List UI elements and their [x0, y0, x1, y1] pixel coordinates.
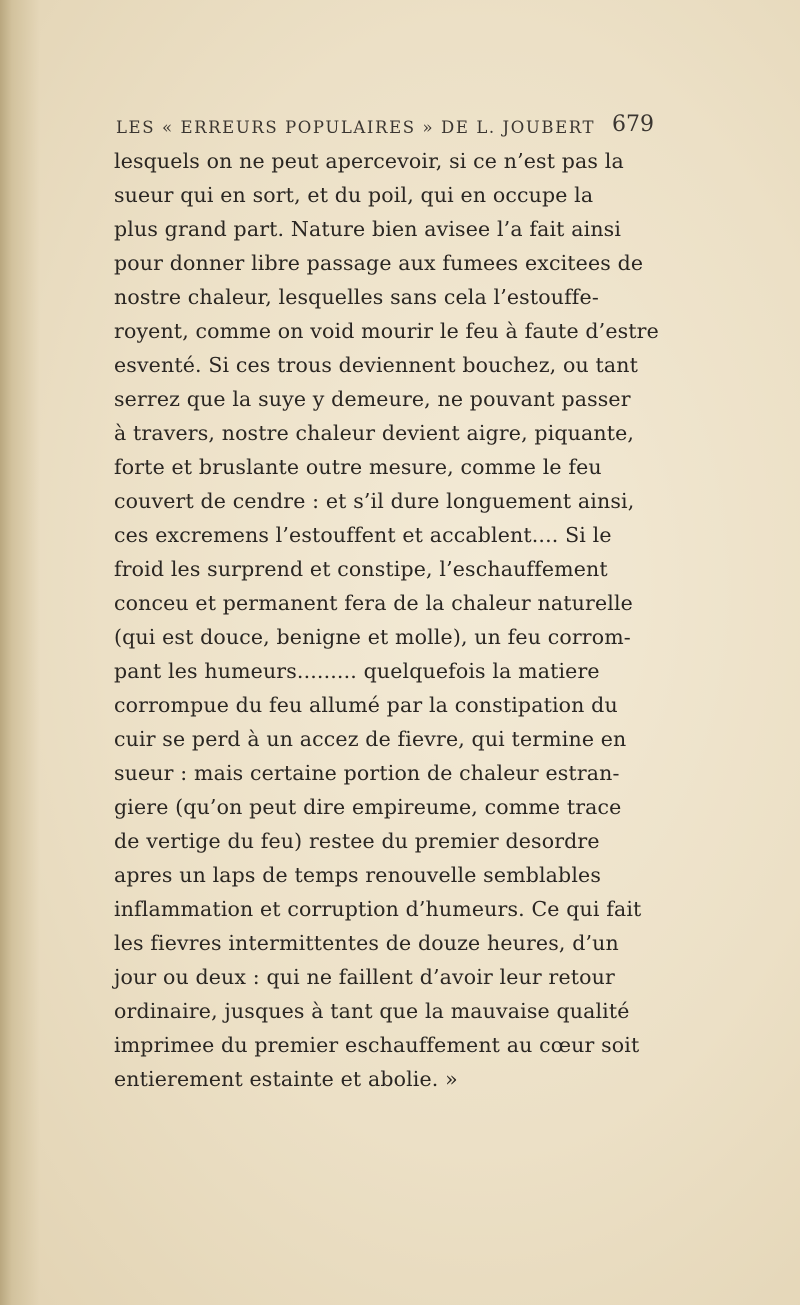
text-line: sueur : mais certaine portion de chaleur estran- [114, 761, 620, 785]
text-line: de vertige du feu) restee du premier desordre [114, 829, 600, 853]
text-line: inflammation et corruption d’humeurs. Ce qui fait [114, 897, 642, 921]
text-line: conceu et permanent fera de la chaleur naturelle [114, 591, 633, 615]
binding-gutter-shadow [0, 0, 40, 1305]
text-line: forte et bruslante outre mesure, comme le feu [114, 455, 602, 479]
text-line: corrompue du feu allumé par la constipation du [114, 693, 618, 717]
text-line: serrez que la suye y demeure, ne pouvant passer [114, 387, 631, 411]
text-line: esventé. Si ces trous deviennent bouchez, ou tant [114, 353, 639, 377]
text-line: ordinaire, jusques à tant que la mauvaise qualité [114, 999, 630, 1023]
page-number: 679 [612, 112, 654, 137]
text-line: ces excremens l’estouffent et accablent.... Si le [114, 523, 612, 547]
text-line: (qui est douce, benigne et molle), un feu corrom- [114, 625, 631, 649]
text-line: pour donner libre passage aux fumees excitees de [114, 251, 644, 275]
body-text [114, 144, 774, 1096]
text-line: lesquels on ne peut apercevoir, si ce n’est pas la [114, 149, 624, 173]
text-line: les fievres intermittentes de douze heures, d’un [114, 931, 619, 955]
text-line: à travers, nostre chaleur devient aigre, piquante, [114, 421, 635, 445]
text-line: cuir se perd à un accez de fievre, qui termine en [114, 727, 627, 751]
text-line: entierement estainte et abolie. » [114, 1067, 458, 1091]
text-line: imprimee du premier eschauffement au cœur soit [114, 1033, 640, 1057]
text-line: royent, comme on void mourir le feu à faute d’estre [114, 319, 659, 343]
text-line: sueur qui en sort, et du poil, qui en occupe la [114, 183, 594, 207]
text-line: plus grand part. Nature bien avisee l’a fait ainsi [114, 217, 622, 241]
text-line: jour ou deux : qui ne faillent d’avoir leur retour [114, 965, 615, 989]
text-line: froid les surprend et constipe, l’eschauffement [114, 557, 608, 581]
text-line: giere (qu’on peut dire empireume, comme trace [114, 795, 622, 819]
text-line: nostre chaleur, lesquelles sans cela l’estouffe- [114, 285, 599, 309]
text-line: pant les humeurs......... quelquefois la matiere [114, 659, 600, 683]
text-line: couvert de cendre : et s’il dure longuement ainsi, [114, 489, 635, 513]
text-line: apres un laps de temps renouvelle semblables [114, 863, 601, 887]
running-head: LES « ERREURS POPULAIRES » DE L. JOUBERT [116, 118, 596, 137]
